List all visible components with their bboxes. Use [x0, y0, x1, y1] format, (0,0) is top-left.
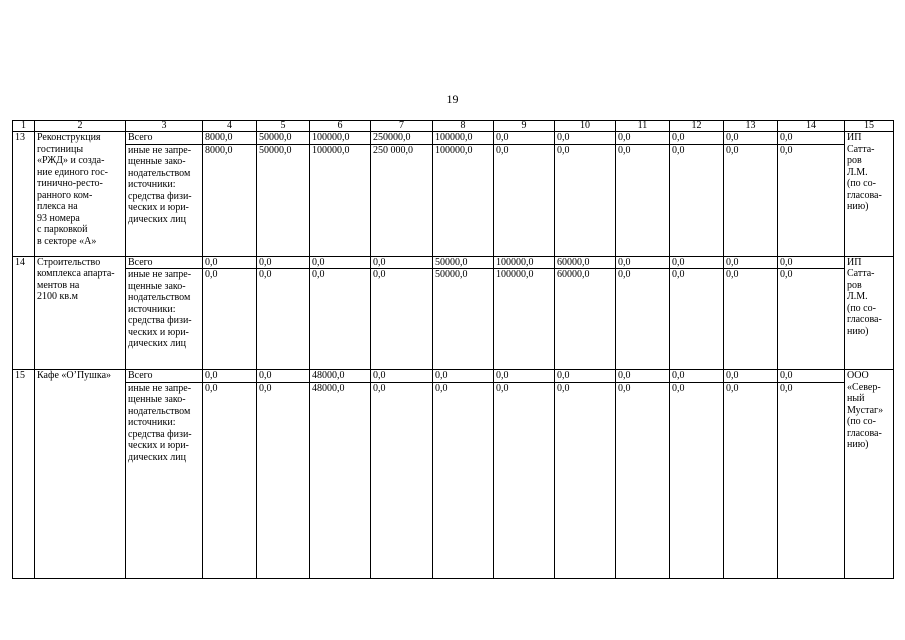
- other-source-value: 0,0: [310, 269, 371, 370]
- other-source-value: 0,0: [371, 382, 433, 578]
- source-other-label: иные не запре- щенные зако- нодательством источники: средства физи- ческих и юри- дических лиц: [126, 382, 203, 578]
- table-row: [13, 382, 894, 578]
- other-source-value: 0,0: [724, 382, 778, 578]
- column-header: 4: [203, 121, 257, 132]
- other-source-value: 0,0: [778, 144, 845, 256]
- total-value: 0,0: [778, 256, 845, 269]
- source-other-label: иные не запре- щенные зако- нодательством источники: средства физи- ческих и юри- дических лиц: [126, 144, 203, 256]
- total-value: 0,0: [555, 132, 616, 145]
- total-value: 100000,0: [310, 132, 371, 145]
- column-header: 13: [724, 121, 778, 132]
- total-value: 0,0: [670, 132, 724, 145]
- other-source-value: 0,0: [433, 382, 494, 578]
- total-value: 8000,0: [203, 132, 257, 145]
- executor: ООО «Север- ный Мустаг» (по со- гласова- нию): [845, 370, 894, 579]
- total-value: 0,0: [371, 370, 433, 383]
- executor: ИП Сатта- ров Л.М. (по со- гласова- нию): [845, 132, 894, 257]
- other-source-value: 0,0: [257, 269, 310, 370]
- page-number: 19: [446, 92, 459, 106]
- column-header: 14: [778, 121, 845, 132]
- column-header: 1: [13, 121, 35, 132]
- other-source-value: 0,0: [371, 269, 433, 370]
- other-source-value: 100000,0: [433, 144, 494, 256]
- other-source-value: 0,0: [670, 144, 724, 256]
- column-header: 3: [126, 121, 203, 132]
- project-name: Кафе «О’Пушка»: [35, 370, 126, 579]
- other-source-value: 0,0: [670, 269, 724, 370]
- row-number: 15: [13, 370, 35, 579]
- column-header: 15: [845, 121, 894, 132]
- total-value: 250000,0: [371, 132, 433, 145]
- total-value: 0,0: [724, 132, 778, 145]
- source-total-label: Всего: [126, 370, 203, 383]
- total-value: 0,0: [616, 370, 670, 383]
- executor: ИП Сатта- ров Л.М. (по со- гласова- нию): [845, 256, 894, 370]
- other-source-value: 0,0: [616, 382, 670, 578]
- row-number: 14: [13, 256, 35, 370]
- total-value: 0,0: [371, 256, 433, 269]
- other-source-value: 50000,0: [257, 144, 310, 256]
- table-row: [13, 144, 894, 256]
- other-source-value: 0,0: [724, 144, 778, 256]
- table-row: [13, 256, 894, 269]
- other-source-value: 0,0: [724, 269, 778, 370]
- investment-table: [12, 120, 894, 579]
- column-header: 10: [555, 121, 616, 132]
- total-value: 0,0: [724, 370, 778, 383]
- total-value: 0,0: [724, 256, 778, 269]
- total-value: 0,0: [778, 132, 845, 145]
- total-value: 0,0: [203, 370, 257, 383]
- project-name: Строительство комплекса апарта- ментов на 2100 кв.м: [35, 256, 126, 370]
- other-source-value: 0,0: [555, 144, 616, 256]
- total-value: 0,0: [616, 256, 670, 269]
- column-header: 8: [433, 121, 494, 132]
- total-value: 0,0: [433, 370, 494, 383]
- other-source-value: 100000,0: [494, 269, 555, 370]
- total-value: 60000,0: [555, 256, 616, 269]
- project-name: Реконструкция гостиницы «РЖД» и созда- ние единого гос- тинично-ресто- ранного ком- плекса на 93 номера с парковкой в секторе «А»: [35, 132, 126, 257]
- other-source-value: 0,0: [555, 382, 616, 578]
- other-source-value: 0,0: [203, 382, 257, 578]
- other-source-value: 0,0: [494, 382, 555, 578]
- total-value: 50000,0: [433, 256, 494, 269]
- table-row: [13, 370, 894, 383]
- total-value: 0,0: [670, 370, 724, 383]
- column-header: 12: [670, 121, 724, 132]
- total-value: 0,0: [310, 256, 371, 269]
- source-other-label: иные не запре- щенные зако- нодательством источники: средства физи- ческих и юри- дических лиц: [126, 269, 203, 370]
- other-source-value: 8000,0: [203, 144, 257, 256]
- total-value: 0,0: [257, 370, 310, 383]
- row-number: 13: [13, 132, 35, 257]
- column-header: 5: [257, 121, 310, 132]
- other-source-value: 250 000,0: [371, 144, 433, 256]
- other-source-value: 60000,0: [555, 269, 616, 370]
- other-source-value: 0,0: [494, 144, 555, 256]
- table-row: [13, 132, 894, 145]
- total-value: 0,0: [778, 370, 845, 383]
- total-value: 50000,0: [257, 132, 310, 145]
- source-total-label: Всего: [126, 256, 203, 269]
- column-header: 9: [494, 121, 555, 132]
- total-value: 0,0: [257, 256, 310, 269]
- column-header: 7: [371, 121, 433, 132]
- total-value: 0,0: [555, 370, 616, 383]
- other-source-value: 0,0: [616, 144, 670, 256]
- other-source-value: 0,0: [778, 269, 845, 370]
- total-value: 48000,0: [310, 370, 371, 383]
- column-header: 11: [616, 121, 670, 132]
- column-header: 2: [35, 121, 126, 132]
- total-value: 100000,0: [494, 256, 555, 269]
- other-source-value: 0,0: [670, 382, 724, 578]
- total-value: 0,0: [616, 132, 670, 145]
- table-row: [13, 269, 894, 370]
- total-value: 0,0: [494, 132, 555, 145]
- total-value: 0,0: [670, 256, 724, 269]
- source-total-label: Всего: [126, 132, 203, 145]
- total-value: 100000,0: [433, 132, 494, 145]
- other-source-value: 0,0: [257, 382, 310, 578]
- column-header: 6: [310, 121, 371, 132]
- other-source-value: 0,0: [203, 269, 257, 370]
- other-source-value: 50000,0: [433, 269, 494, 370]
- total-value: 0,0: [494, 370, 555, 383]
- header-row: [13, 121, 894, 132]
- other-source-value: 0,0: [616, 269, 670, 370]
- other-source-value: 0,0: [778, 382, 845, 578]
- other-source-value: 100000,0: [310, 144, 371, 256]
- other-source-value: 48000,0: [310, 382, 371, 578]
- total-value: 0,0: [203, 256, 257, 269]
